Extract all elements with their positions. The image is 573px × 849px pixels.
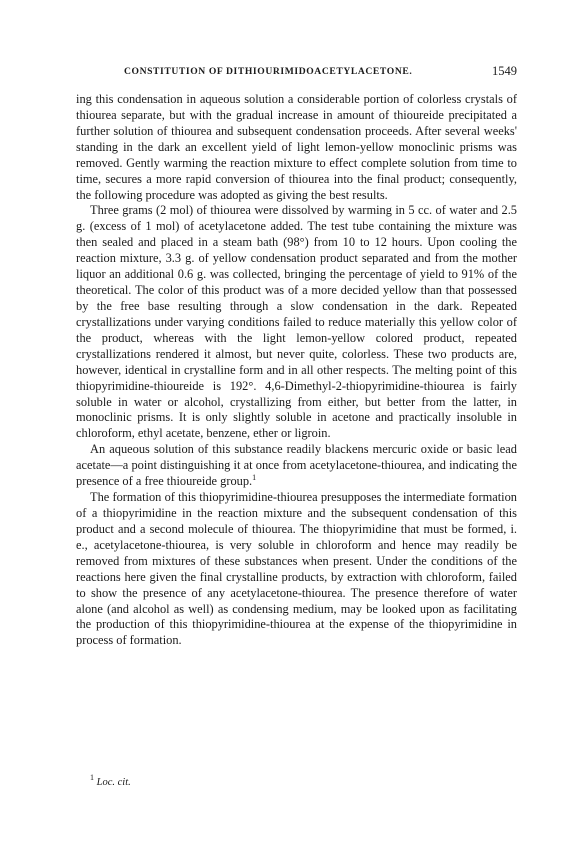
footnote-marker: 1 <box>90 773 94 782</box>
body-text <box>76 92 517 649</box>
footnote-text: Loc. cit. <box>96 777 131 788</box>
paragraph-continuation: ing this condensation in aqueous solution a considerable portion of colorless crystals of thiourea separate, but with the gradual increase in amount of thioureide precipitated a further solution of thiourea and subsequent condensation proceeds. After several weeks' standing in the dark an excellent yield of light lemon-yellow monoclinic prisms was removed. Gently warming the reaction mixture to effect complete solution from time to time, secures a more rapid conversion of thiourea into the final product; consequently, the following procedure was adopted as giving the best results. <box>76 92 517 202</box>
page-number: 1549 <box>492 64 517 78</box>
running-title: CONSTITUTION OF DITHIOURIMIDOACETYLACETONE. <box>124 66 413 77</box>
paragraph-aqueous-text: An aqueous solution of this substance readily blackens mercuric oxide or basic lead acetate—a point distinguishing it at once from acetylacetone-thiourea, and indicating the presence of a free thioureide group. <box>76 442 517 489</box>
paragraph-formation: The formation of this thiopyrimidine-thiourea presupposes the intermediate formation of a thiopyrimidine in the reaction mixture and the subsequent condensation of this product and a second molecule of thiourea. The thiopyrimidine that must be formed, i. e., acetylacetone-thiourea, is very soluble in chloroform and hence may readily be removed from mixtures of these substances when present. Under the conditions of the reactions here given the final crystalline products, by extraction with chloroform, failed to show the presence of any acetylacetone-thiourea. The presence therefore of water alone (and alcohol as well) as condensing medium, may be looked upon as facilitating the production of this thiopyrimidine-thiourea at the expense of the thiopyrimidine in process of formation. <box>76 490 517 648</box>
paragraph-aqueous-solution <box>76 442 517 490</box>
footnote <box>90 773 131 788</box>
paragraph-procedure: Three grams (2 mol) of thiourea were dissolved by warming in 5 cc. of water and 2.5 g. (excess of 1 mol) of acetylacetone added. The test tube containing the mixture was then sealed and placed in a steam bath (98°) from 10 to 12 hours. Upon cooling the reaction mixture, 3.3 g. of yellow condensation product separated and from the mother liquor an additional 0.6 g. was collected, bringing the percentage of yield to 91% of the theoretical. The color of this product was of a more decided yellow than that possessed by the free base resulting through a slow condensation in the dark. Repeated crystallizations under varying conditions failed to reduce materially this yellow color of the product, whereas with the light lemon-yellow colored product, repeated crystallizations rendered it almost, but never quite, colorless. These two products are, however, identical in crystalline form and in all other respects. The melting point of this thiopyrimidine-thioureide is 192°. 4,6-Dimethyl-2-thiopyrimidine-thiourea is fairly soluble in water or alcohol, crystallizing from either, but better from the latter, in monoclinic prisms. It is only slightly soluble in acetone and practically insoluble in chloroform, ethyl acetate, benzene, ether or ligroin. <box>76 203 517 441</box>
running-head <box>76 66 517 82</box>
footnote-reference[interactable]: 1 <box>252 473 257 483</box>
